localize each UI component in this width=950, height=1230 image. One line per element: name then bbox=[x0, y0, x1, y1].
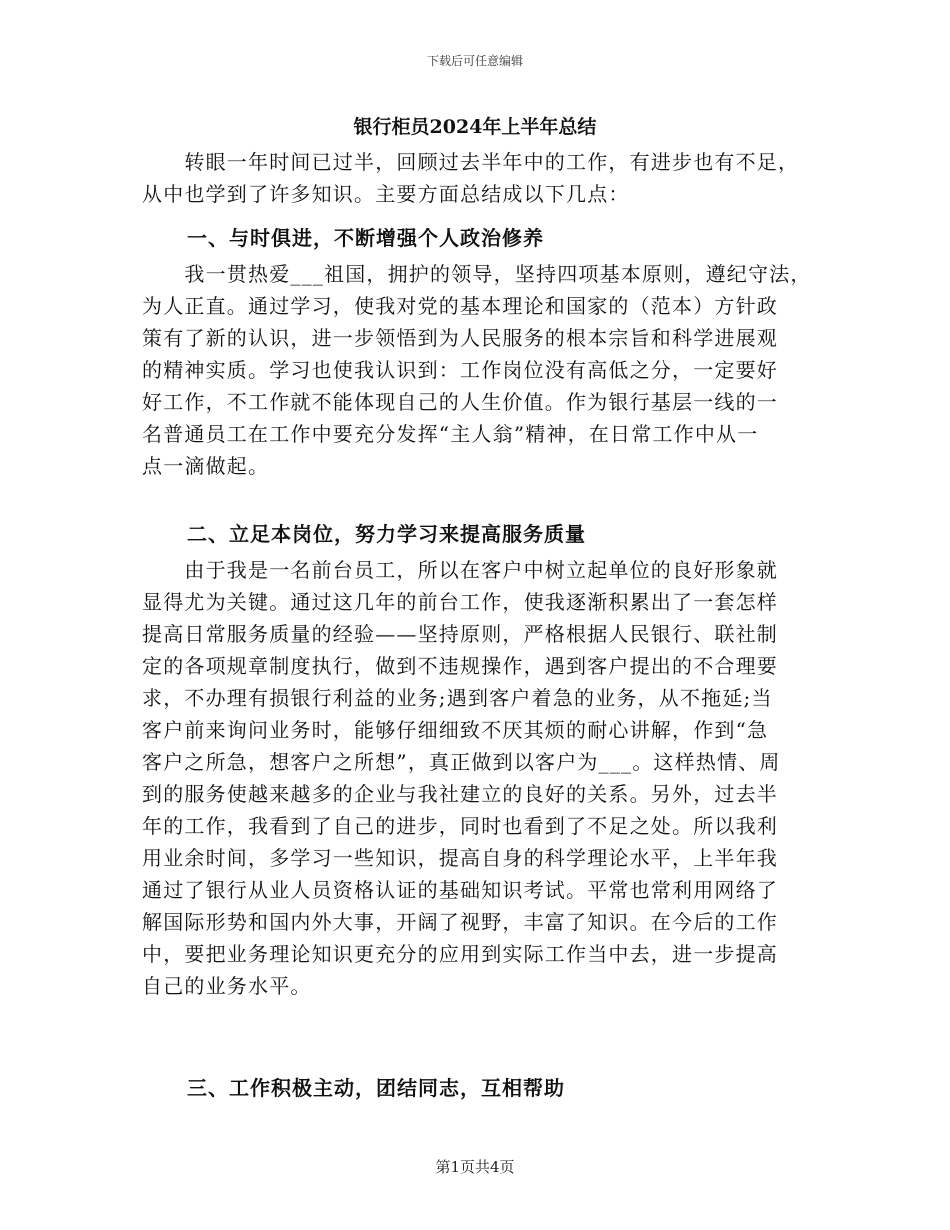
paragraph-line: 我一贯热爱___祖国，拥护的领导，坚持四项基本原则，遵纪守法， bbox=[142, 262, 812, 286]
intro-paragraph bbox=[142, 146, 822, 210]
paragraph-line: 好工作，不工作就不能体现自己的人生价值。作为银行基层一线的一 bbox=[142, 390, 778, 414]
paragraph-line: 解国际形势和国内外大事，开阔了视野，丰富了知识。在今后的工作 bbox=[142, 910, 778, 934]
intro-line: 转眼一年时间已过半，回顾过去半年中的工作，有进步也有不足， bbox=[142, 150, 800, 174]
paragraph-line: 的精神实质。学习也使我认识到：工作岗位没有高低之分，一定要好 bbox=[142, 358, 778, 382]
paragraph-line: 中，要把业务理论知识更充分的应用到实际工作当中去，进一步提高 bbox=[142, 942, 778, 966]
section-3-heading: 三、工作积极主动，团结同志，互相帮助 bbox=[187, 1076, 565, 1100]
paragraph-line: 策有了新的认识，进一步领悟到为人民服务的根本宗旨和科学进展观 bbox=[142, 326, 778, 350]
paragraph-line: 由于我是一名前台员工，所以在客户中树立起单位的良好形象就 bbox=[142, 558, 778, 582]
paragraph-line: 为人正直。通过学习，使我对党的基本理论和国家的（范本）方针政 bbox=[142, 294, 778, 318]
section-1-heading: 一、与时俱进，不断增强个人政治修养 bbox=[187, 226, 544, 250]
paragraph-line: 客户之所急，想客户之所想”，真正做到以客户为___。这样热情、周 bbox=[142, 750, 781, 774]
paragraph-line: 求，不办理有损银行利益的业务;遇到客户着急的业务，从不拖延;当 bbox=[142, 686, 773, 710]
section-1-paragraph bbox=[142, 258, 822, 482]
page-header: 下载后可任意编辑 bbox=[426, 54, 523, 68]
paragraph-line: 到的服务使越来越多的企业与我社建立的良好的关系。另外，过去半 bbox=[142, 782, 778, 806]
intro-line: 从中也学到了许多知识。主要方面总结成以下几点： bbox=[142, 182, 630, 206]
paragraph-line: 自己的业务水平。 bbox=[142, 974, 312, 998]
section-2-heading: 二、立足本岗位，努力学习来提高服务质量 bbox=[187, 522, 586, 546]
page-footer: 第1页共4页 bbox=[435, 1158, 515, 1176]
section-2-paragraph bbox=[142, 554, 822, 1002]
paragraph-line: 提高日常服务质量的经验——坚持原则，严格根据人民银行、联社制 bbox=[142, 622, 778, 646]
document-title: 银行柜员2024年上半年总结 bbox=[353, 116, 597, 138]
paragraph-line: 用业余时间，多学习一些知识，提高自身的科学理论水平，上半年我 bbox=[142, 846, 778, 870]
paragraph-line: 年的工作，我看到了自己的进步，同时也看到了不足之处。所以我利 bbox=[142, 814, 778, 838]
paragraph-line: 点一滴做起。 bbox=[142, 454, 270, 478]
paragraph-line: 名普通员工在工作中要充分发挥“主人翁”精神，在日常工作中从一 bbox=[142, 422, 759, 446]
paragraph-line: 显得尤为关键。通过这几年的前台工作，使我逐渐积累出了一套怎样 bbox=[142, 590, 778, 614]
paragraph-line: 通过了银行从业人员资格认证的基础知识考试。平常也常利用网络了 bbox=[142, 878, 778, 902]
paragraph-line: 客户前来询问业务时，能够仔细细致不厌其烦的耐心讲解，作到“急 bbox=[142, 718, 769, 742]
paragraph-line: 定的各项规章制度执行，做到不违规操作，遇到客户提出的不合理要 bbox=[142, 654, 778, 678]
